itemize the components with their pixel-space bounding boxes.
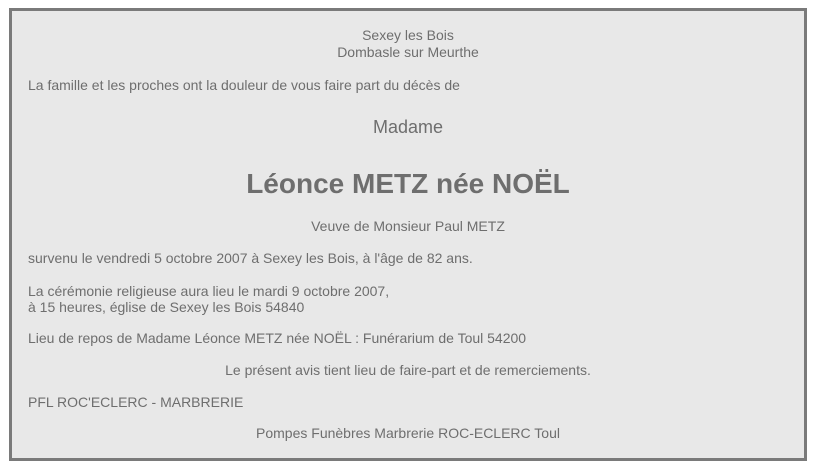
notice-text: Le présent avis tient lieu de faire-part et de remerciements. <box>225 362 591 378</box>
location-line-1: Sexey les Bois <box>362 27 454 43</box>
company-name: PFL ROC'ECLERC - MARBRERIE <box>28 394 244 410</box>
death-info-text: survenu le vendredi 5 octobre 2007 à Sexey les Bois, à l'âge de 82 ans. <box>28 250 473 266</box>
rest-place-text: Lieu de repos de Madame Léonce METZ née NOËL : Funérarium de Toul 54200 <box>28 330 527 346</box>
obituary-notice-frame <box>9 8 807 461</box>
title-madame: Madame <box>372 117 444 137</box>
deceased-name: Léonce METZ née NOËL <box>246 168 570 199</box>
location-line-2: Dombasle sur Meurthe <box>337 44 479 60</box>
ceremony-line-2: à 15 heures, église de Sexey les Bois 54840 <box>28 299 305 315</box>
ceremony-line-1: La cérémonie religieuse aura lieu le mardi 9 octobre 2007, <box>28 283 390 299</box>
widow-of-text: Veuve de Monsieur Paul METZ <box>311 218 505 234</box>
intro-text: La famille et les proches ont la douleur de vous faire part du décès de <box>28 77 460 93</box>
footer-company: Pompes Funèbres Marbrerie ROC-ECLERC Toul <box>256 425 560 441</box>
